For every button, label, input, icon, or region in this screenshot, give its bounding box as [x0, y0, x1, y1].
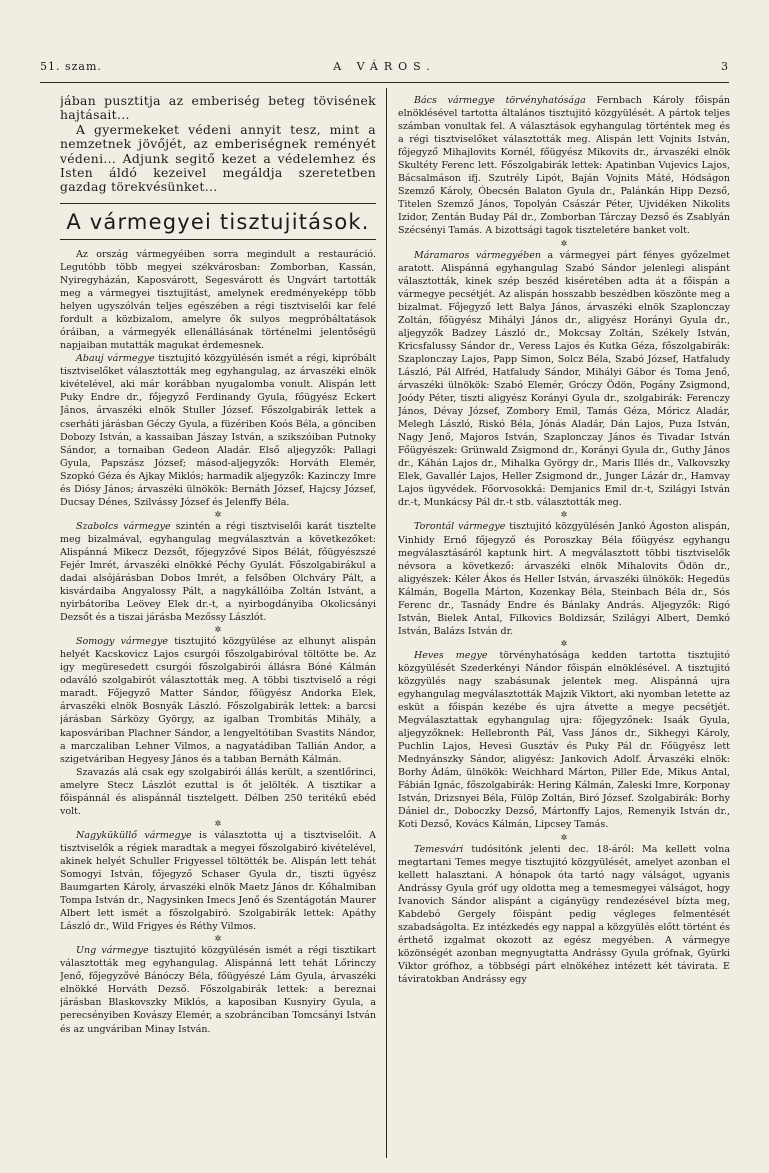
article-title-block — [60, 203, 376, 240]
somogy-paragraph — [60, 635, 376, 765]
ornament-divider: ✲ — [560, 238, 568, 248]
szabolcs-paragraph — [60, 520, 376, 624]
nagykukullo-text: is választotta uj a tisztviselőit. A tisztviselők a régiek maradtak a megyei főszolgabiró kivételével, akinek helyét Schuller Frigyessel töltötték be. Alispán lett tehát Somogyi István, főjegyző Schaser Gyula dr., tiszti ügyész Baumgarten Károly, árvaszéki elnök Maetz János dr. Kőhalmiban Tompa István dr., Nagysinken Imecs Jenő és Szentágotán Maurer Albert lett ismét a főszolgabiró. Szolgabirák lettek: Apáthy László dr., Wild Frigyes és Réthy Vilmos. — [60, 829, 376, 933]
ornament-divider: ✲ — [560, 832, 568, 842]
column-divider — [386, 88, 387, 1158]
intro-paragraph-2: A gyermekeket védeni annyit tesz, mint a nemzetnek jövőjét, az emberiségnek reményét védeni... Adjunk segitő kezet a védelemhez és Isten áldó kezeivel megáldja szeretetben gazdag törekvésünket... — [60, 121, 376, 195]
header-rule — [40, 82, 729, 83]
abauj-name: Abauj vármegye — [76, 353, 155, 365]
lead-paragraph: Az ország vármegyéiben sorra megindult a restauráció. Legutóbb több megyei székvárosban: Zomborban, Kassán, Nyiregyházán, Kaposvárott, Segesvárott és Ungvárt tartották meg a vármegyei tisztujitást, amelynek eredményeképp több helyen ugyszólván teljes egészében a régi tisztviselői kar felé fordult a közbizalom, amelyre ők sulyos megpróbáltatások óráiban, a vármegyék ellenállásának történelmi jelentőségü napjaiban mutatták magukat érdemesnek. — [60, 248, 376, 352]
intro-paragraph-1: jában pusztitja az emberiség beteg tövisének hajtásait... — [60, 94, 376, 123]
page-header — [40, 60, 729, 80]
somogy-text: tisztujitó közgyülése az elhunyt alispán helyét Kacskovicz Lajos csurgói főszolgabiróval töltötte be. Az igy megüresedett csurgói főszolgabirói állásra Bóné Kálmán odaváló szolgabirót választották meg. A többi tisztviselő a régi maradt. Főjegyző Matter Sándor, főügyész Andorka Elek, árvaszéki elnök Bosnyák László. Főszolgabirák lettek: a barcsi járásban Sárközy György, az igalban Trombitás Mihály, a kaposváriban Plachner Sándor, a lengyeltótiban Svastits Nándor, a marczaliban Lehner Vilmos, a nagyatádiban Tallián Andor, a szigetváriban Hegyesy János és a tabban Bernáth Kálmán. — [60, 636, 376, 765]
maramaros-name: Máramaros vármegyében — [414, 249, 541, 261]
ung-name: Ung vármegye — [76, 945, 149, 957]
temesvari-name: Temesvári — [414, 843, 464, 855]
ornament-divider: ✲ — [214, 934, 222, 944]
heves-text: törvényhatósága kedden tartotta tisztujitó közgyülését Szederkényi Nándor főispán elnöklésével. A tisztujitó közgyülés nagy szabásunak jelentek meg. Alispánná ujra egyhangulag megválasztották Majzik Viktort, aki nyomban letette az esküt a főispán kezébe és ujra átvette a megye pecsétjét. Megválasztattak egyhangulag ujra: főjegyzőnek: Isaák Gyula, aljegyzőknek: Hellebronth Pál, Vass János dr., Sikhegyi Károly, Puchlin Lajos, Hevesi Gusztáv és Puky Pál dr. Főügyész lett Mednyánszky Sándor, aligyész: Jankovich Adolf. Árvaszéki elnök: Borhy Ádám, ülnökök: Weichhard Márton, Piller Ede, Mikus Antal, Fábián Ignác, főszolgabirák: Hering Kálmán, Zaleski Imre, Korponay István, Drizsnyei Béla, Fülöp Zoltán, Biró József. Szolgabirák: Borhy Dániel dr., Doboczky Dezső, Mártonffy Lajos, Remenyik István dr., Koti Dezső, Kovács Kálmán, Lipcsey Tamás. — [398, 649, 730, 831]
heves-name: Heves megye — [414, 649, 488, 661]
somogy-paragraph-2: Szavazás alá csak egy szolgabirói állás került, a szentlőrinci, amelyre Stecz Lászlót ezuttal is őt jelölték. A tisztikar a főispánnál és alispánnál tisztelgett. Délben 250 teritékű ebéd volt. — [60, 766, 376, 817]
somogy-name: Somogy vármegye — [76, 636, 168, 648]
ornament-divider: ✲ — [560, 638, 568, 648]
article-title: A vármegyei tisztujitások. — [66, 209, 370, 234]
ung-text: tisztujitó közgyülésén ismét a régi tisztikart választották meg egyhangulag. Alispánná lett tehát Lőrinczy Jenő, főjegyzővé Bánóczy Béla, főügyészé Lám Gyula, árvaszéki elnökké Horváth Dezső. Főszolgabirák lettek: a bereznai járásban Blaskovszky Miklós, a kaposiban Kusnyiry Gyula, a perecsényiben Kovászy Elemér, a szobránciban Tomcsányi István és az ungváriban Minay István. — [60, 945, 376, 1035]
left-column — [60, 94, 376, 1155]
ornament-divider: ✲ — [214, 818, 222, 828]
abauj-text: tisztujitó közgyülésén ismét a régi, kipróbált tisztviselőket választották meg egyhangulag, az árvaszéki elnök kivételével, aki már korábban nyugalomba vonult. Alispán lett Puky Endre dr., főjegyző Ferdinandy Gyula, főügyész Eckert János, árvaszéki elnök Stuller József. Főszolgabirák lettek a cserháti járásban Géczy Gyula, a füzériben Koós Béla, a gönciben Dobozy István, a kassaiban Jászay István, a szikszóiban Putnoky Sándor, a tornaiban Gedeon Aladár. Első aljegyzők: Pallagi Gyula, Papszász József; másod-aljegyzők: Horváth Elemér, Szopkó Géza és Ajkay Miklós; harmadik aljegyzők: Kazinczy Imre és Diósy János; árvaszéki ülnökök: Bernáth József, Hajcsy József, Ducsay Dénes, Szilvássy József és Jelenffy Béla. — [60, 353, 376, 508]
right-column — [398, 94, 730, 1155]
bacs-paragraph — [398, 94, 730, 238]
ornament-divider: ✲ — [214, 625, 222, 635]
torontal-name: Torontál vármegye — [414, 521, 506, 533]
journal-title: A VÁROS. — [333, 60, 436, 73]
ornament-divider: ✲ — [214, 509, 222, 519]
temesvari-text: tudósitónk jelenti dec. 18-áról: Ma kellett volna megtartani Temes megye tisztujitó közgyülését, amelyet azonban el kellett halasztani. A hónapok óta tartó nagy válságot, ugyanis Andrássy Gyula gróf ugy oldotta meg a temesmegyei válságot, hogy Ivanovich Sándor alispánt a cigányügy rendezésével bízta meg, Kabdebó Gergely főispánt pedig végleges felmentését szabadságolta. Ez intézkedés egy nappal a közgyülés előtt történt és érthető izgalmat okozott az egész megyében. A vármegye közönségét azonban megnyugtatta Andrássy Gyula grófnak, Gyürki Viktor grófhoz, a többségi párt elnökéhez intézett két távirata. E táviratokban Andrássy egy — [398, 843, 730, 985]
torontal-text: tisztujitó közgyülésén Jankó Ágoston alispán, Vinhidy Ernő főjegyző és Poroszkay Béla főügyész egyhangu megválasztásáról kaptunk hirt. A megválasztott többi tisztviselők névsora a következő: árvaszéki elnök Mihalovits Ödön dr., aligyészek: Kéler Ákos és Heller István, árvaszéki ülnökök: Hegedüs Kálmán, Bogella Márton, Kozenkay Béla, Steinbach Béla dr., Sós Ferenc dr., Tasnády Endre és Bánlaky András. Aljegyzők: Rigó István, Bielek Antal, Filkovics Boldizsár, Szilágyi Albert, Demkó István, Balázs István dr. — [398, 521, 730, 637]
heves-paragraph — [398, 649, 730, 832]
maramaros-paragraph — [398, 249, 730, 510]
bacs-text: Fernbach Károly főispán elnöklésével tartotta általános tisztujitó közgyülését. A pártok teljes számban vonultak fel. A választások egyhangulag történtek meg és a régi tisztviselőket választották meg. Alispán lett Vojnits István, főjegyző Mihajlovits Kornél, főügyész Mikovits dr., árvaszéki elnök Skultéty Ferenc lett. Főszolgabirák lettek: Apatinban Vujevics Lajos, Bácsalmáson ifj. Szutrély Lipót, Baján Vojnits Máté, Hódságon Szemző Károly, Óbecsén Balaton Gyula dr., Palánkán Hipp Dezső, Titelen Szemző János, Topolyán Császár Péter, Ujvidéken Nikolits Izidor, Zentán Buday Pál dr., Zomborban Tárczay Dezső és Zsablyán Szécsényi Tamás. A bizottsági tagok tiszteletére banket volt. — [398, 95, 730, 237]
ung-paragraph — [60, 944, 376, 1035]
page-number: 3 — [721, 60, 729, 73]
abauj-paragraph — [60, 352, 376, 509]
issue-number: 51. szam. — [40, 60, 102, 73]
temesvari-paragraph — [398, 843, 730, 987]
bacs-name: Bács vármegye törvényhatósága — [414, 95, 586, 106]
ornament-divider: ✲ — [560, 510, 568, 520]
szabolcs-text: szintén a régi tisztviselői karát tisztelte meg bizalmával, egyhangulag megválasztván a következőket: Alispánná Mikecz Dezsőt, főjegyzővé Sipos Bélát, főügyészszé Fejér Imrét, árvaszéki elnökké Péchy Gyulát. Főszolgabirákul a dadai alsójárásban Dobos Imrét, a felsőben Olchváry Pált, a kisvárdaiba Angyalossy Pált, a nagykállóiba Zoltán Istvánt, a nyirbátoriba Leövey Elek dr.-t, a nyirbogdányiba Okolicsányi Dezsőt és a tiszai járásba Mezőssy Lászlót. — [60, 520, 376, 624]
maramaros-text: a vármegyei párt fényes győzelmet aratott. Alispánná egyhangulag Szabó Sándor jelenlegi alispánt választották, kinek szép beszéd kiséretében adta át a főispán a vármegye pecsétjét. Az alispán hosszabb beszédben köszönte meg a bizalmat. Főjegyző lett Balya János, árvaszéki elnök Szaplonczay Zoltán, főügyész Mihályi János dr., aligyész Horányi Gyula dr., aljegyzők Badzey László dr., Mokcsay Zoltán, Székely István, Kricsfalussy Sándor dr., Veress Lajos és Kutka Géza, főszolgabirák: Szaplonczay Lajos, Papp Simon, Solcz Béla, Szabó József, Hatfaludy László, Pál Alfréd, Hatfaludy Sándor, Mihályi Gábor és Toma Jenő, árvaszéki ülnökök: Szabó Elemér, Gróczy Ödön, Pogány Zsigmond, Joódy Péter, tiszti aligyész Korányi Gyula dr., szolgabirák: Ferenczy János, Dévay József, Zombory Emil, Tamás Géza, Móricz Aladár, Melegh László, Riskó Béla, Jónás Aladár, Dán Lajos, Puza István, Nagy Jenő, Majoros István, Szaplonczay János és Tivadar István Főügyészek: Grünwald Zsigmond dr., Korányi Gyula dr., Guthy János dr., Káhán Lajos dr., Mihalka György dr., Maris Illés dr., Valkovszky Elek, Gavallér Lajos, Heller Zsigmond dr., Junger Lázár dr., Hamvay Lajos ügyvédek. Főorvosokká: Demjanics Emil dr.-t, Szilágyi István dr.-t, Munkácsy Pál dr.-t stb. választották meg. — [398, 249, 730, 509]
nagykukullo-name: Nagyküküllő vármegye — [76, 829, 192, 841]
nagykukullo-paragraph — [60, 829, 376, 933]
torontal-paragraph — [398, 520, 730, 637]
szabolcs-name: Szabolcs vármegye — [76, 520, 171, 532]
